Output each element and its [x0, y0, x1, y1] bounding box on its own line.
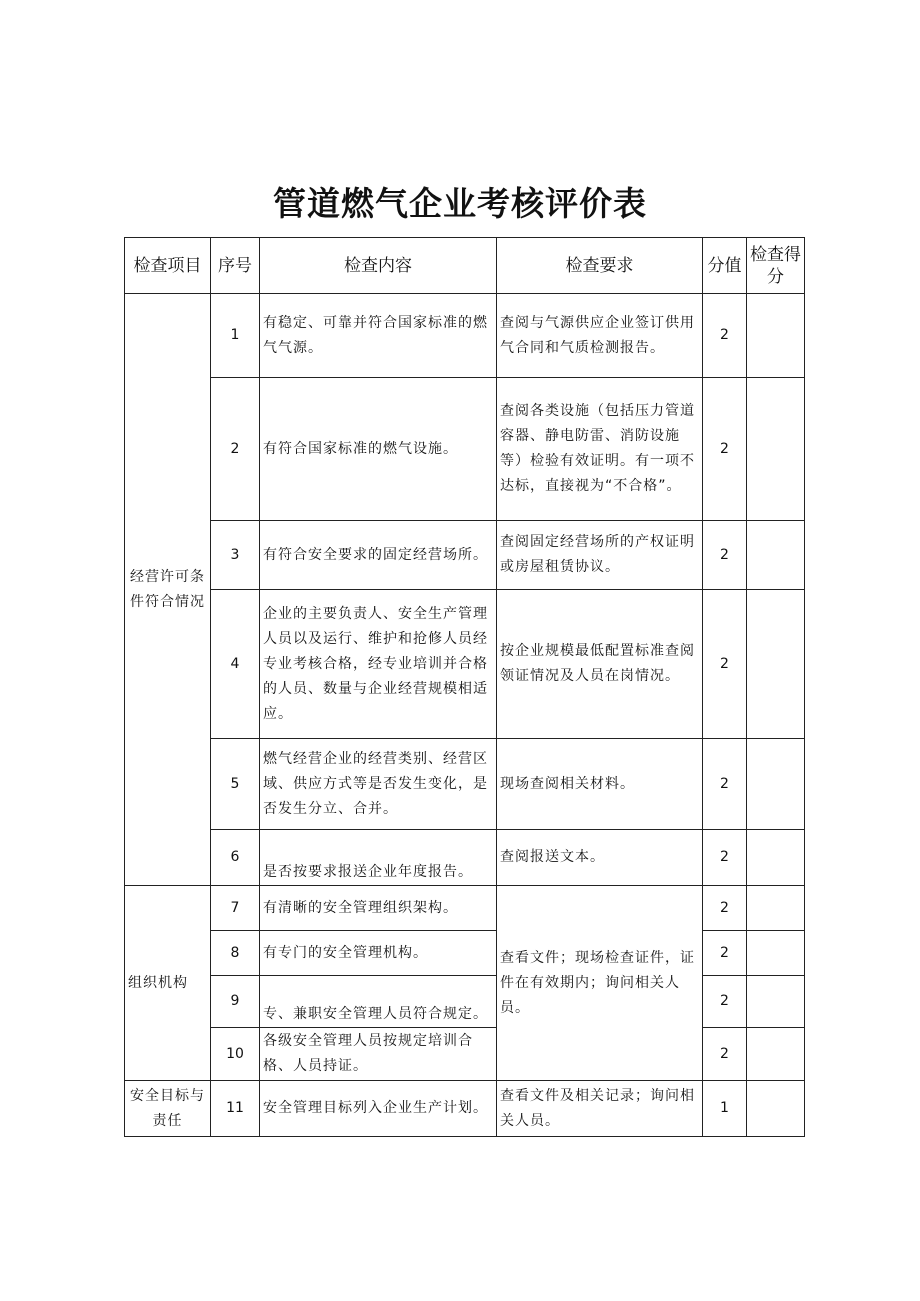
row-content: 有稳定、可靠并符合国家标准的燃气气源。 [260, 294, 497, 378]
table-row [125, 590, 805, 739]
row-content: 各级安全管理人员按规定培训合格、人员持证。 [260, 1028, 497, 1081]
row-content: 安全管理目标列入企业生产计划。 [260, 1081, 497, 1137]
row-content: 专、兼职安全管理人员符合规定。 [260, 976, 497, 1028]
row-score: 2 [703, 931, 747, 976]
row-requirement: 查阅报送文本。 [497, 830, 703, 886]
row-requirement: 查阅与气源供应企业签订供用气合同和气质检测报告。 [497, 294, 703, 378]
row-no: 9 [211, 976, 260, 1028]
row-result[interactable] [747, 378, 805, 521]
header-requirement: 检查要求 [497, 238, 703, 294]
row-no: 4 [211, 590, 260, 739]
row-no: 10 [211, 1028, 260, 1081]
header-content: 检查内容 [260, 238, 497, 294]
row-score: 2 [703, 976, 747, 1028]
header-item: 检查项目 [125, 238, 211, 294]
row-requirement: 查阅各类设施（包括压力管道容器、静电防雷、消防设施等）检验有效证明。有一项不达标，直接视为“不合格”。 [497, 378, 703, 521]
row-result[interactable] [747, 976, 805, 1028]
table-row [125, 294, 805, 378]
row-score: 2 [703, 521, 747, 590]
table-row [125, 830, 805, 886]
table-row [125, 521, 805, 590]
table-row [125, 976, 805, 1028]
table-row [125, 1028, 805, 1081]
row-content: 企业的主要负责人、安全生产管理人员以及运行、维护和抢修人员经专业考核合格，经专业培训并合格的人员、数量与企业经营规模相适应。 [260, 590, 497, 739]
table-row [125, 1081, 805, 1137]
row-result[interactable] [747, 886, 805, 931]
row-score: 2 [703, 590, 747, 739]
row-content: 有符合国家标准的燃气设施。 [260, 378, 497, 521]
table-row [125, 378, 805, 521]
page-title: 管道燃气企业考核评价表 [273, 184, 647, 223]
row-content: 有符合安全要求的固定经营场所。 [260, 521, 497, 590]
table-header-row [125, 238, 805, 294]
row-requirement: 查看文件及相关记录；询问相关人员。 [497, 1081, 703, 1137]
group-safety-goal: 安全目标与责任 [125, 1081, 211, 1137]
row-requirement: 查阅固定经营场所的产权证明或房屋租赁协议。 [497, 521, 703, 590]
group-license: 经营许可条件符合情况 [125, 294, 211, 886]
row-no: 11 [211, 1081, 260, 1137]
row-result[interactable] [747, 830, 805, 886]
table-row [125, 931, 805, 976]
row-no: 1 [211, 294, 260, 378]
row-no: 2 [211, 378, 260, 521]
row-score: 2 [703, 886, 747, 931]
evaluation-table [124, 237, 805, 1137]
row-score: 2 [703, 378, 747, 521]
header-no: 序号 [211, 238, 260, 294]
row-score: 2 [703, 1028, 747, 1081]
row-content: 燃气经营企业的经营类别、经营区域、供应方式等是否发生变化，是否发生分立、合并。 [260, 739, 497, 830]
header-score: 分值 [703, 238, 747, 294]
row-score: 2 [703, 830, 747, 886]
row-content: 有专门的安全管理机构。 [260, 931, 497, 976]
row-result[interactable] [747, 1081, 805, 1137]
row-no: 3 [211, 521, 260, 590]
group-organization: 组织机构 [125, 886, 211, 1081]
row-result[interactable] [747, 294, 805, 378]
row-result[interactable] [747, 521, 805, 590]
row-no: 7 [211, 886, 260, 931]
row-score: 2 [703, 739, 747, 830]
header-result: 检查得分 [747, 238, 805, 294]
row-score: 1 [703, 1081, 747, 1137]
row-result[interactable] [747, 931, 805, 976]
row-result[interactable] [747, 1028, 805, 1081]
row-result[interactable] [747, 739, 805, 830]
table-row [125, 886, 805, 931]
row-content: 有清晰的安全管理组织架构。 [260, 886, 497, 931]
row-result[interactable] [747, 590, 805, 739]
row-requirement: 现场查阅相关材料。 [497, 739, 703, 830]
row-requirement: 按企业规模最低配置标准查阅领证情况及人员在岗情况。 [497, 590, 703, 739]
row-no: 6 [211, 830, 260, 886]
row-content: 是否按要求报送企业年度报告。 [260, 830, 497, 886]
row-score: 2 [703, 294, 747, 378]
shared-requirement: 查看文件；现场检查证件，证件在有效期内；询问相关人员。 [497, 886, 703, 1081]
row-no: 5 [211, 739, 260, 830]
row-no: 8 [211, 931, 260, 976]
table-row [125, 739, 805, 830]
